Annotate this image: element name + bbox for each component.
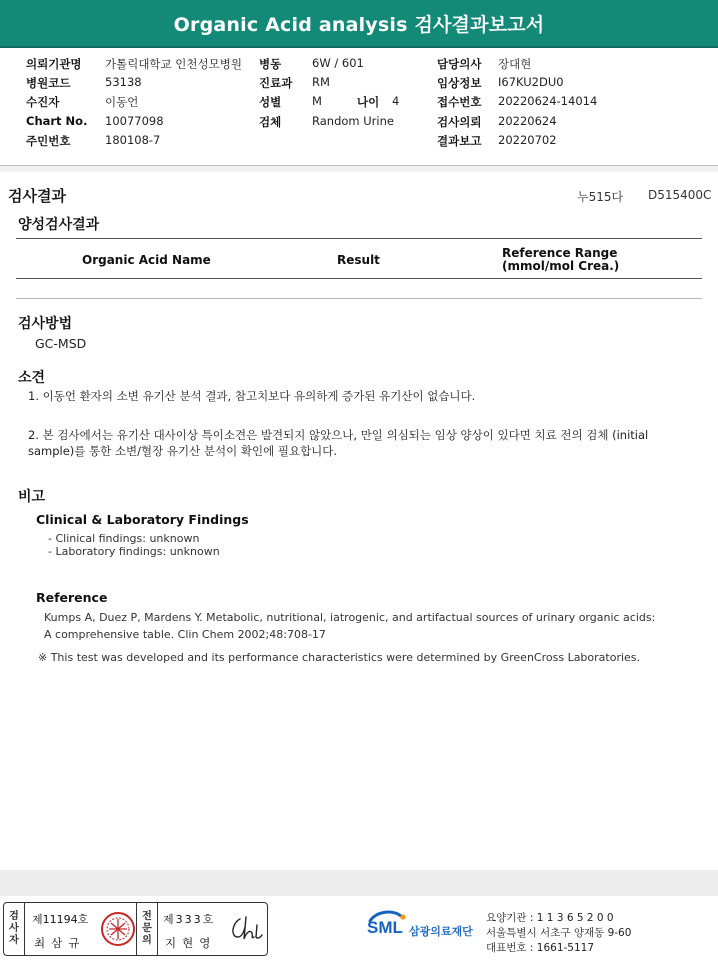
- care-institution-no: 요양기관 : 1 1 3 6 5 2 0 0: [486, 912, 614, 924]
- lab-address: 서울특별시 서초구 양재동 9-60: [486, 927, 632, 939]
- method-value: GC-MSD: [35, 336, 87, 351]
- rrn-value: 180108-7: [105, 133, 161, 147]
- reception-value: 20220624-14014: [498, 94, 598, 108]
- report-code-1: 누515다: [577, 190, 624, 204]
- table-bottom-border: [16, 298, 702, 299]
- clinical-info-value: I67KU2DU0: [498, 75, 564, 89]
- patient-info-block: [0, 51, 718, 165]
- remarks-heading: 비고: [18, 489, 46, 505]
- institution-label: 의뢰기관명: [26, 57, 82, 71]
- table-top-border: [16, 238, 702, 239]
- ward-label: 병동: [259, 57, 282, 71]
- specimen-value: Random Urine: [312, 114, 394, 128]
- opinion-item-2-line1: 2. 본 검사에서는 유기산 대사이상 특이소견은 발견되지 않았으나, 만일 의심되는 임상 양상이 있다면 치료 전의 검체 (initial: [28, 428, 649, 442]
- dept-value: RM: [312, 75, 330, 89]
- age-label: 나이: [357, 95, 380, 109]
- doctor-label: 담당의사: [437, 57, 482, 71]
- col-header-acid-name: Organic Acid Name: [82, 253, 211, 267]
- method-heading: 검사방법: [18, 316, 73, 332]
- request-date-value: 20220624: [498, 114, 557, 128]
- reception-label: 접수번호: [437, 95, 482, 109]
- examiner-name: 최삼규: [34, 936, 86, 950]
- request-date-label: 검사의뢰: [437, 115, 482, 129]
- report-title-bar: [0, 0, 718, 48]
- lab-phone: 대표번호 : 1661-5117: [486, 942, 595, 954]
- chart-no-label: Chart No.: [26, 114, 88, 128]
- positive-results-heading: 양성검사결과: [18, 217, 100, 233]
- reference-line-2: A comprehensive table. Clin Chem 2002;48:708-17: [44, 628, 326, 641]
- hospital-code-value: 53138: [105, 75, 142, 89]
- age-value: 4: [392, 94, 400, 108]
- report-date-value: 20220702: [498, 133, 557, 147]
- footer-shade: [0, 870, 718, 896]
- opinion-item-2-line2: sample)를 통한 소변/혈장 유기산 분석이 확인에 필요합니다.: [28, 444, 338, 458]
- confirmer-name: 지현영: [165, 936, 217, 950]
- sml-logo-text: SML: [367, 918, 403, 937]
- col-header-reference: [502, 247, 619, 273]
- findings-heading: Clinical & Laboratory Findings: [36, 512, 249, 527]
- opinion-item-1: 1. 이동언 환자의 소변 유기산 분석 결과, 참고치보다 유의하게 증가된 유기산이 없습니다.: [28, 389, 476, 403]
- patient-value: 이동언: [105, 95, 139, 109]
- specimen-label: 검체: [259, 115, 282, 129]
- ward-value: 6W / 601: [312, 56, 364, 70]
- table-header-border: [16, 278, 702, 279]
- results-heading: 검사결과: [8, 187, 66, 205]
- chart-no-value: 10077098: [105, 114, 164, 128]
- reference-heading: Reference: [36, 590, 108, 605]
- examiner-seal-icon: [98, 907, 138, 951]
- clinical-findings: - Clinical findings: unknown: [48, 532, 200, 545]
- lab-note: ※ This test was developed and its performance characteristics were determined by GreenCross Laboratories.: [38, 651, 641, 664]
- dept-label: 진료과: [259, 76, 293, 90]
- signature-box: [3, 902, 268, 956]
- patient-label: 수진자: [26, 95, 60, 109]
- examiner-license-no: 제11194호: [32, 913, 89, 926]
- col-header-result: Result: [337, 253, 380, 267]
- col-header-reference-line1: Reference Range: [502, 246, 618, 260]
- laboratory-findings: - Laboratory findings: unknown: [48, 545, 220, 558]
- signature-icon: [226, 911, 264, 947]
- reference-line-1: Kumps A, Duez P, Mardens Y. Metabolic, nutritional, iatrogenic, and artifactual sources of urinary organic acids:: [44, 611, 656, 624]
- confirmer-label: 전 문 의: [136, 903, 158, 955]
- sex-label: 성별: [259, 95, 282, 109]
- examiner-label: 검 사 자: [4, 903, 25, 955]
- report-title: Organic Acid analysis 검사결과보고서: [173, 13, 545, 36]
- opinion-heading: 소견: [18, 370, 46, 386]
- sex-value: M: [312, 94, 322, 108]
- report-code-2: D515400C: [648, 188, 712, 202]
- doctor-value: 장대현: [498, 57, 532, 71]
- rrn-label: 주민번호: [26, 134, 71, 148]
- clinical-info-label: 임상정보: [437, 76, 482, 90]
- report-date-label: 결과보고: [437, 134, 482, 148]
- col-header-reference-line2: (mmol/mol Crea.): [502, 259, 620, 273]
- lab-org-name: 삼광의료재단: [409, 925, 473, 938]
- institution-value: 가톨릭대학교 인천성모병원: [105, 57, 242, 71]
- info-shade: [0, 166, 718, 172]
- confirmer-license-no: 제333호: [163, 913, 216, 926]
- hospital-code-label: 병원코드: [26, 76, 71, 90]
